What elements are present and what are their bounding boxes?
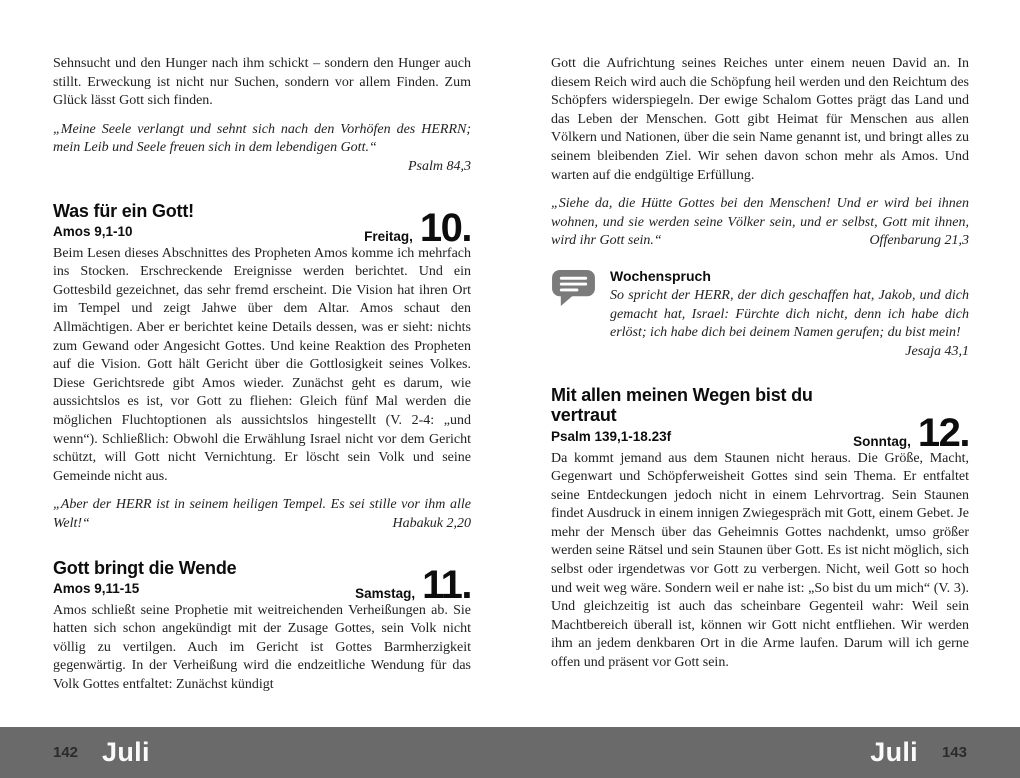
entry-body-saturday: Amos schließt seine Prophetie mit weitreichenden Verheißungen ab. Sie hatten sich schon angekündigt mit der Zusage Gottes, sein Volk nicht völlig zu vertilgen. Auch im Gericht ist Gottes Barmherzigkeit gegenwärtig. In der Verheißung wird die endzeitliche Wendung für das Volk Gottes entfaltet: Zunächst kündigt	[53, 602, 471, 692]
wochenspruch-label: Wochenspruch	[610, 267, 711, 284]
entry-title: Gott bringt die Wende	[53, 557, 237, 578]
day-number: 12.	[917, 410, 969, 455]
entry-header-sunday	[551, 385, 969, 455]
intro-paragraph: Sehnsucht und den Hunger nach ihm schickt – sondern den Hunger auch stillt. Erweckung ist nicht nur Suchen, sondern vor allem Finden. Zum Glück lässt Gott sich finden.	[53, 56, 471, 109]
entry-header-titles	[551, 385, 843, 445]
scripture-quote-offenbarung	[551, 195, 969, 251]
entry-header-friday	[53, 200, 471, 250]
footer-bar	[0, 727, 1020, 778]
month-label-left: Juli	[102, 737, 150, 767]
entry-header-titles	[53, 558, 236, 598]
page-number-right: 143	[941, 744, 967, 761]
entry-reference: Amos 9,1-10	[53, 223, 133, 239]
continuation-paragraph: Gott die Aufrichtung seines Reiches unter einem neuen David an. In diesem Reich wird auch die Schöpfung heil werden und den Reichtum des Schöpfers widerspiegeln. Der ewige Schalom Gottes prägt das Land und das Leben der Menschen. Gott gibt Heimat für Menschen aus allen Völkern und Nationen, über die sein Name genannt ist, und bringt alles zu seinem bleibenden Ziel. Wir sehen davon schon mehr als Amos. Und warten auf die endgültige Erfüllung.	[551, 56, 969, 183]
wochenspruch-block	[551, 267, 969, 361]
weekday-label: Sonntag,	[853, 433, 911, 449]
page-left	[53, 55, 471, 695]
entry-title: Mit allen meinen Wegen bist du vertraut	[551, 385, 813, 426]
entry-body-sunday: Da kommt jemand aus dem Staunen nicht heraus. Die Größe, Macht, Gegenwart und Schöpferweisheit Gottes sind sein Thema. Er entfaltet seine Entdeckungen jedoch nicht in einem Lehrvortrag. Sein Staunen findet Ausdruck in einem innigen Zwiegespräch mit Gott, einem Gebet. Je mehr der Mensch über das Geheimnis Gottes nachdenkt, umso größer werden seine Rätsel und sein Staunen über Gott. Es ist nicht möglich, sich selbst oder irgendetwas vor Gott zu verbergen. Nicht, weil Gott so hoch und weit weg wäre. Sondern weil er nahe ist: „So bist du um mich“ (V. 3). Und gleichzeitig ist auch das scheinbare Gegenteil wahr: Weil sein Machtbereich überall ist, können wir Gott nicht entfliehen. Wir werden ihm an jedem denkbaren Ort in die Arme laufen. Darum will ich gerne offen und präsent vor Gott sein.	[551, 450, 969, 671]
quote-text: „Siehe da, die Hütte Gottes bei den Menschen! Und er wird bei ihnen wohnen, und sie werden seine Völker sein, und er selbst, Gott mit ihnen, wird ihr Gott sein.“	[551, 196, 969, 249]
quote-source-offenbarung: Offenbarung 21,3	[869, 233, 969, 249]
entry-day	[853, 410, 969, 455]
wochenspruch-content	[610, 267, 969, 361]
quote-source-habakuk: Habakuk 2,20	[392, 515, 471, 531]
page-right	[551, 55, 969, 673]
footer-right	[870, 737, 967, 768]
wochenspruch-source: Jesaja 43,1	[905, 343, 969, 359]
scripture-quote-habakuk	[53, 496, 471, 533]
entry-day	[364, 205, 471, 250]
scripture-quote-psalm84	[53, 121, 471, 158]
month-label-right: Juli	[870, 737, 918, 767]
entry-title: Was für ein Gott!	[53, 200, 194, 221]
entry-body-friday: Beim Lesen dieses Abschnittes des Propheten Amos komme ich mehrfach ins Stocken. Erschreckende Ereignisse werden berichtet. Und ein Gottesbild gezeichnet, das sehr fremd erscheint. Die Vision hat ihren Ort im Tempel und zeigt Jahwe über dem Altar. Amos schaut den Allmächtigen. Aber er berichtet keine Details dessen, was er sieht: nichts zum Gewand oder Angesicht Gottes. Und keine Reaktion des Propheten auf die Vision. Gott hält Gericht über die Gottlosigkeit seines Volkes. Diese Gerichtsrede gibt Amos wieder. Zunächst geht es darum, wie aussichtslos es ist, vor Gott zu fliehen: Gleich fünf Mal werden die möglichen Fluchtoptionen als aussichtslos hingestellt (V. 2-4: „und wenn“). Schließlich: Obwohl die Erwählung Israel nicht vor dem Gericht schützt, will Gott nicht Vernichtung. Er löscht sein Volk und seine Gemeinde nicht aus.	[53, 245, 471, 484]
quote-text: „Aber der HERR ist in seinem heiligen Tempel. Es sei stille vor ihm alle Welt!“	[53, 497, 471, 531]
weekday-label: Freitag,	[364, 228, 413, 244]
entry-header-saturday	[53, 557, 471, 607]
weekday-label: Samstag,	[355, 585, 416, 601]
entry-reference: Amos 9,11-15	[53, 580, 140, 596]
speech-bubble-icon	[551, 267, 596, 361]
quote-text: „Meine Seele verlangt und sehnt sich nach den Vorhöfen des HERRN; mein Leib und Seele freuen sich in dem lebendigen Gott.“	[53, 121, 471, 156]
page-number-left: 142	[53, 744, 79, 761]
entry-header-titles	[53, 201, 194, 241]
footer-left	[53, 737, 150, 768]
wochenspruch-text: So spricht der HERR, der dich geschaffen hat, Jakob, und dich gemacht hat, Israel: Fürchte dich nicht, denn ich habe dich erlöst; ich habe dich bei deinem Namen gerufen; du bist mein!	[610, 287, 969, 341]
quote-source-psalm84: Psalm 84,3	[408, 158, 471, 174]
day-number: 10.	[419, 205, 471, 250]
entry-reference: Psalm 139,1-18.23f	[551, 428, 672, 444]
entry-day	[355, 562, 471, 607]
day-number: 11.	[422, 562, 471, 607]
